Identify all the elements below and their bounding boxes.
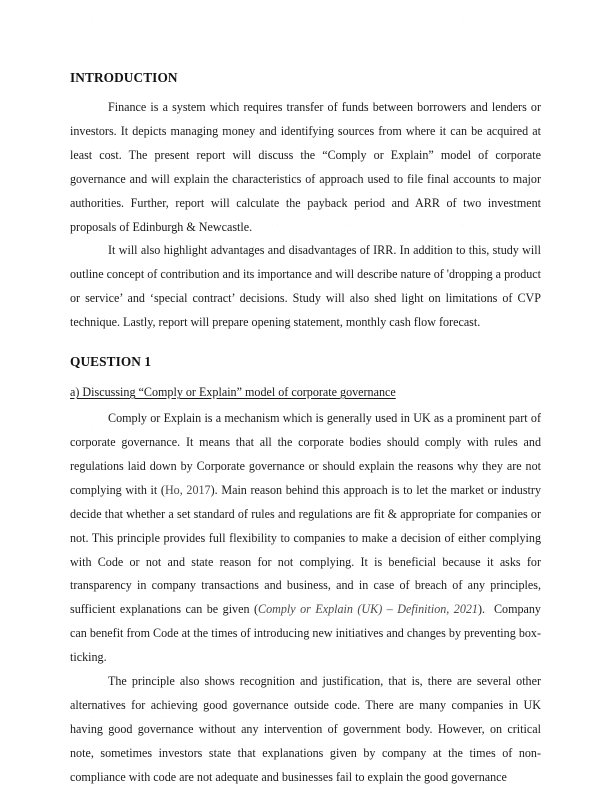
page-title-question-1: QUESTION 1 bbox=[70, 354, 152, 370]
paragraph-intro-1: Finance is a system which requires transfer of funds between borrowers and lenders or investors. It depicts managing money and identifying sources from where it can be acquired at least cost. The present report will discuss the “Comply or Explain” model of corporate governance and will explain the characteristics of approach used to file final accounts to major authorities. Further, report will calculate the payback period and ARR of two investment proposals of Edinburgh & Newcastle. bbox=[70, 100, 541, 234]
paragraph-text-part-2: ). Main reason behind this approach is to let the market or industry decide that whether a set standard of rules and regulations are fit & appropriate for companies or not. This principle provides full flexibility to companies to make a decision of either complying with Code or not and state reason for not complying. It is beneficial because it asks for transparency in company transactions and business, and in case of breach of any principles, sufficient explanations can be given ( bbox=[70, 482, 541, 617]
paragraph-text-part-1: Comply or Explain is a mechanism which is generally used in UK as a prominent part of corporate governance. It means that all the corporate bodies should comply with rules and regulations laid down by Corporate governance or should explain the reasons why they are not complying with it ( bbox=[70, 411, 541, 497]
page-title-introduction: INTRODUCTION bbox=[70, 70, 178, 85]
citation-comply-or-explain-2021: Comply or Explain (UK) – Definition, 2021 bbox=[258, 602, 478, 617]
document-body bbox=[70, 70, 541, 790]
paragraph-q1-1 bbox=[70, 407, 541, 670]
paragraph-q1-2: The principle also shows recognition and justification, that is, there are several other alternatives for achieving good governance outside code. There are many companies in UK having good governance without any intervention of government body. However, on critical note, sometimes investors state that explanations given by company at the times of non-compliance with code are not adequate and businesses fail to explain the good governance bbox=[70, 674, 541, 784]
paragraph-intro-2: It will also highlight advantages and disadvantages of IRR. In addition to this, study will outline concept of contribution and its importance and will describe nature of 'dropping a product or service’ and ‘special contract’ decisions. Study will also shed light on limitations of CVP technique. Lastly, report will prepare opening statement, monthly cash flow forecast. bbox=[70, 243, 542, 330]
citation-ho-2017: Ho, 2017 bbox=[164, 482, 211, 497]
subheading-question-1a: a) Discussing “Comply or Explain” model of corporate governance bbox=[70, 385, 396, 400]
paragraph-text-part-3: ). Company can benefit from Code at the times of introducing new initiatives and changes by preventing box-ticking. bbox=[70, 602, 541, 665]
